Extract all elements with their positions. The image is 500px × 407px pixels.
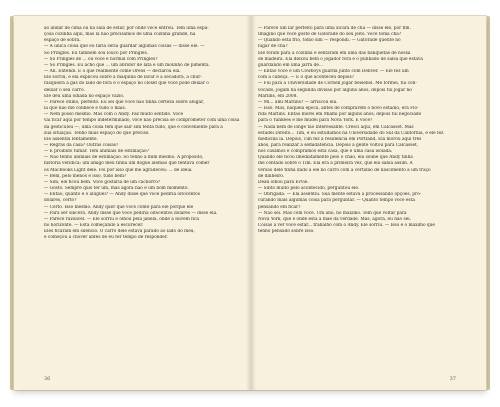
text-line: sua situação. Tenho mais espaço do que preciso. [44, 130, 150, 136]
text-line: çosa cozinha aqui, mas lá não precisamos de uma cozinha grande, há [44, 32, 196, 38]
text-line: Ele deu uma olhada no espaço vazio. [44, 93, 125, 99]
text-line: para o Yankees e me mudei para Nova York. E você? [258, 118, 373, 124]
text-line: história verídica: um amigo meu tinha um dogue alemão que tentava comer [44, 161, 210, 167]
text-line: — Não sei. Mas com você. Um ano, no máximo. Tem que voltar para [258, 210, 407, 216]
text-line: — Regras da casa? Outras coisas? [44, 142, 119, 148]
text-line: guardando em uma jarra de... [258, 62, 323, 68]
text-line: deixar o seu carro. [44, 87, 85, 93]
text-line: — Mi... ami Marlins? — arriscou ela. [258, 99, 338, 105]
text-line: — Fui para a Universidade de Cornell jogar beisebol. Me formei, fui con- [258, 81, 417, 87]
text-line: lá que não me conhece e tudo o mais. [44, 106, 127, 112]
text-line: — Então você é um Cowboys guarda junto com Denver. — Ele fez um [258, 69, 409, 75]
right-page [258, 26, 456, 382]
text-line: rida Marlins. Então morei em Miami por alguns anos, depois fui negociado [258, 112, 422, 118]
text-line: — Então, quanto é o aluguel? — Andy disse que você pediria oitocentos [44, 192, 200, 198]
text-line: vai ficar aqui por tempo indeterminado, você não precisa se comprometer com uma coisa [44, 118, 240, 124]
text-line: Eles ficaram em silêncio. O carro dele estava parado ao lado do meu, [44, 229, 195, 235]
text-line: — Parece ótimo, perfeito. Eu sei que você não tinha certeza sobre alugar, [44, 99, 205, 105]
text-line: — Certo. Isso mesmo. Andy quer que você conte para ele porque ele [44, 204, 194, 210]
text-line: rasqueira a gás do lado de fora e o espaço no closet que você pode deixar o [44, 81, 209, 87]
text-line: Imagino que você goste de Gatorade do seu jeito. Você toma chá? [258, 32, 402, 38]
text-line: Coisas a ver você estar... trabalho com o Andy. Ele sorriu. — Isso é o máximo que [258, 223, 435, 228]
text-line: — Quando está frio, tomo sim — respondi. — Gatorade quente no [258, 38, 401, 44]
text-line: tenho pensado sobre isso. [258, 229, 315, 235]
text-line: — Parece um lar perfeito para uma xícara de chá — disse ele, por fim. [258, 26, 411, 31]
text-line: Dean olhou para Evvie. [258, 179, 309, 185]
text-line: — Bem, pelo menos é isso, tudo bem? [44, 173, 127, 179]
text-line: os MacBooks Light dele. Foi por isso que me agradeceu: ... de ideia. [44, 167, 193, 173]
text-line: — Nem posso mesmo. Mas com o Andy. Faz muito sentido. Você [44, 112, 184, 118]
text-line: — Ah. Entendi. É o que realmente come Oreos — declarou ela. [44, 69, 181, 75]
text-line: dólares, certo? [44, 198, 77, 204]
text-line: nos casamos e compramos esta casa, que é uma casa isolada. [258, 149, 393, 155]
text-line: vocado, jogam na segunda divisão por alguns anos, depois fui jogar no [258, 87, 412, 93]
text-line: — Gosto. Sempre quis ter um, mas agora não é um bom momento. [44, 186, 189, 192]
open-book [14, 16, 486, 390]
text-line: — Parece razoável. — Ele sorriu e olhou pela janela, onde a nuvem fica [44, 216, 199, 222]
text-line: estudei Direito... Tim, e eu estudamos na Universidade do Sul da Califórnia, e ele fez [258, 130, 444, 136]
text-line: no horizonte. — Está começando a escurecer. [44, 223, 144, 228]
text-line: lugar de chá? [258, 44, 288, 50]
text-line: — Só Pringles. Eu acho que ... um abridor de lata e um molinho de pimenta. [44, 62, 210, 68]
right-page-number: 37 [449, 376, 456, 382]
text-line: de madeira. Ela deixou bem o jogador fora e o punhado de salsa que estava [258, 56, 423, 62]
text-line: ao andar de cima ou na sala de estar, por onde você entrou. Tem uma espa- [44, 26, 209, 31]
text-line: — Não tenho animais de estimação. Só tenho a mim mesmo. A propósito, [44, 155, 204, 161]
text-line: — Obrigada. — Ela assentiu. Sua mente estava a processando opções, pro- [258, 192, 422, 198]
text-line: versão dele tinha dado a ele no carro com a certidão de nascimento a um traço [258, 167, 431, 173]
text-line: — Só Pringles de ... ou você é normal com Pringles? [44, 56, 158, 62]
text-line: Só Pringles. Eu também sou louco por Pringles. [44, 50, 149, 56]
text-line: com a cabeça. — E o que aconteceu depois? [258, 75, 355, 81]
text-line: — É proibido fumar. Tem animais de estimação? [44, 149, 149, 155]
text-line: lhe contado sobre o Tim. Ela era a primeira vez, que ela sabia assim. A [258, 161, 413, 167]
text-line: Marlins, em 2008. [258, 93, 298, 99]
text-line: curando mais algumas coisa para perguntar. — Quanto tempo você está [258, 198, 415, 204]
text-line: e começou a chover antes de eu ter tempo de responder. [44, 235, 168, 241]
text-line: — Sim, ele ficou bem. Você gostaria de um cachorro? [44, 179, 161, 185]
left-page-number: 36 [44, 376, 51, 382]
text-line: pensando em ficar? [258, 204, 301, 210]
text-line: Ele foram para a cozinha e sentaram em uma das banquetas de nossa [258, 50, 411, 56]
text-line: Ele sorriu, e ela explicou sobre a máquina de lavar e a secadora, a chur- [44, 75, 202, 81]
text-line: anos, para realizar a semidatência. Depois a gente voltou para Calcasset, [258, 142, 419, 148]
text-line: medicina lá. Depois, Tim fez a residência em Portland, Ela morou aqui três [258, 136, 422, 142]
left-page [44, 26, 242, 382]
text-line: Ele assentiu lentamente. [44, 136, 98, 142]
text-line: — Sinto muito pelo acontecido, perguntou ele. [258, 186, 360, 192]
text-line: — Isso. Mas, naquela época, antes de comprarem o novo estádio, era Flo- [258, 106, 419, 112]
text-line: da gesticulou —, uma coisa tem que sair sim tenta tudo, que é conveniente para a [44, 124, 223, 130]
text-line: Nova York, que é onde está a mãe da verdade. Mas, agora, eu não sei. [258, 216, 411, 222]
text-line: — Nada nem de longe tão interessante. Cresci aqui, em Calcasset. Mas [258, 124, 414, 130]
text-line: espaço de sobra. [44, 38, 81, 44]
text-line: de dinheiro. [258, 173, 285, 179]
text-line: — A única coisa que eu faria seria guardar algumas coisas — disse ele. — [44, 44, 205, 50]
book-gutter [246, 16, 256, 390]
right-page-text [258, 26, 456, 235]
text-line: Quando ele ficou imediatamente pelo o chão, ela soube que Andy tinha [258, 155, 413, 161]
left-page-text [44, 26, 242, 241]
text-line: — Para ser sincera. Andy disse que você pediria oitocentos dólares — disse ela. [44, 210, 218, 216]
